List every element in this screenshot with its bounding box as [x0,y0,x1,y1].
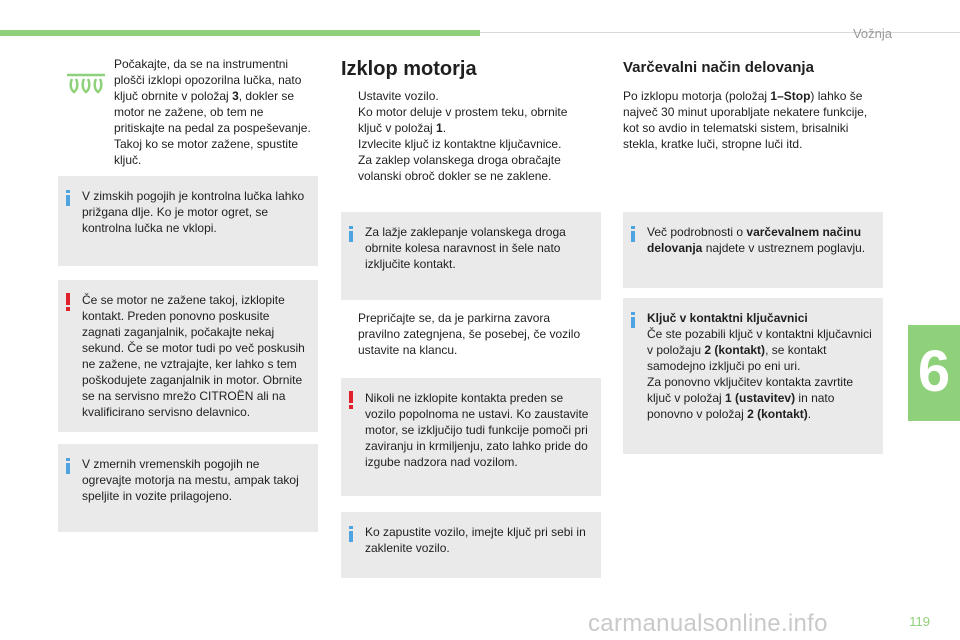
tip-box-take-key: Ko zapustite vozilo, imejte ključ pri sebi in zaklenite vozilo. [341,512,601,578]
header-accent-bar [0,30,480,36]
watermark: carmanualsonline.info [588,610,828,637]
warning-icon [66,293,70,311]
tip-box-economy-ref: Več podrobnosti o varčevalnem načinu delovanja najdete v ustreznem poglavju. [623,212,883,288]
tip-box-mild-weather: V zmernih vremenskih pogojih ne ogrevajte motorja na mestu, ampak takoj speljite in vozite prilagojeno. [58,444,318,532]
info-icon [631,226,635,242]
tip-box-winter: V zimskih pogojih je kontrolna lučka lahko prižgana dlje. Ko je motor ogret, se kontrolna lučka ne vklopi. [58,176,318,266]
info-icon [349,226,353,242]
tip-box-steering-lock: Za lažje zaklepanje volanskega droga obrnite kolesa naravnost in šele nato izključite kontakt. [341,212,601,300]
warning-icon [349,391,353,409]
tip-box-key-in-ignition: Ključ v kontaktni ključavnici Če ste pozabili ključ v kontaktni ključavnici v položaju 2 (kontakt), se kontakt samodejno izključi po eni uri. Za ponovno vključitev kontakta zavrtite ključ v položaj 1 (ustavitev) in nato ponovno v položaj 2 (kontakt). [623,298,883,454]
warning-box-starter: Če se motor ne zažene takoj, izklopite kontakt. Preden ponovno poskusite zagnati zaganjalnik, počakajte nekaj sekund. Če se motor tudi po več poskusih ne zažene, ne vztrajajte, ker lahko s tem poškodujete zaganjalnik in motor. Obrnite se na servisno mrežo CITROËN ali na kvalificirano servisno delavnico. [58,280,318,432]
warning-box-moving: Nikoli ne izklopite kontakta preden se vozilo popolnoma ne ustavi. Ko zaustavite motor, se izključijo tudi funkcije pomoči pri zaviranju in krmiljenju, zato lahko pride do izgube nadzora nad vozilom. [341,378,601,496]
list-item: Ko motor deluje v prostem teku, obrnite ključ v položaj 1. [358,105,568,135]
intro-text: Počakajte, da se na instrumentni plošči izklopi opozorilna lučka, nato ključ obrnite v položaj 3, dokler se motor ne zažene, ob tem ne pritiskajte na pedal za pospeševanje. Takoj ko se motor zažene, spustite ključ. [114,57,311,167]
list-item: Ustavite vozilo. [358,89,439,103]
glow-plug-lamp-icon [64,73,108,95]
section-heading-engine-off: Izklop motorja [341,58,477,80]
info-icon [66,458,70,474]
page-number: 119 [909,614,930,629]
info-icon [66,190,70,206]
economy-mode-text: Po izklopu motorja (položaj 1–Stop) lahko še največ 30 minut uporabljate nekatere funkcije, kot so avdio in telematski sistem, brisalniki stekla, kratke luči, stropne luči itd. [623,89,868,151]
list-item: Izvlecite ključ iz kontaktne ključavnice. [358,137,562,151]
parking-brake-step [341,310,591,358]
info-icon [631,312,635,328]
list-item: Prepričajte se, da je parkirna zavora pravilno zategnjena, še posebej, če vozilo ustavite na klancu. [358,311,581,357]
info-icon [349,526,353,542]
chapter-title: Vožnja [852,26,892,41]
chapter-number: 6 [917,339,951,404]
shutdown-steps [341,88,591,184]
list-item: Za zaklep volanskega droga obračajte volanski obroč dokler se ne zaklene. [358,153,561,183]
box-title: Ključ v kontaktni ključavnici [647,311,808,325]
section-heading-economy-mode: Varčevalni način delovanja [623,59,814,76]
chapter-tab [908,325,960,421]
